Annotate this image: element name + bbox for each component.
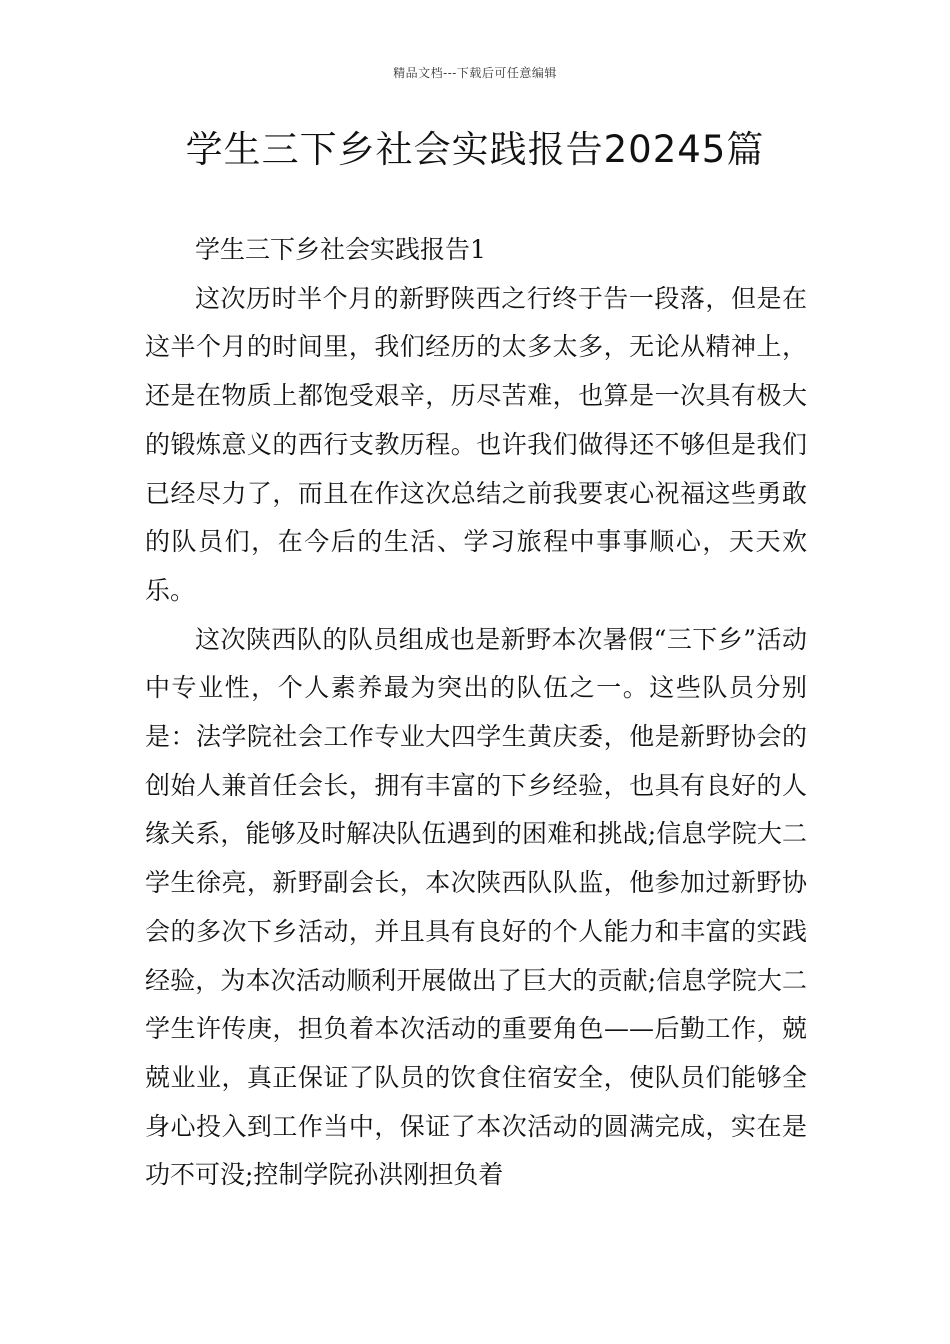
document-title: 学生三下乡社会实践报告20245篇	[185, 128, 765, 171]
section-heading: 学生三下乡社会实践报告1	[195, 235, 486, 264]
document-body	[145, 226, 807, 1200]
paragraph: 这次历时半个月的新野陕西之行终于告一段落，但是在这半个月的时间里，我们经历的太多太多，无论从精神上，还是在物质上都饱受艰辛，历尽苦难，也算是一次具有极大的锻炼意义的西行支教历程。也许我们做得还不够但是我们已经尽力了，而且在作这次总结之前我要衷心祝福这些勇敢的队员们，在今后的生活、学习旅程中事事顺心，天天欢乐。	[145, 283, 807, 605]
paragraph: 这次陕西队的队员组成也是新野本次暑假“三下乡”活动中专业性，个人素养最为突出的队伍之一。这些队员分别是：法学院社会工作专业大四学生黄庆委，他是新野协会的创始人兼首任会长，拥有丰富的下乡经验，也具有良好的人缘关系，能够及时解决队伍遇到的困难和挑战;信息学院大二学生徐亮，新野副会长，本次陕西队队监，他参加过新野协会的多次下乡活动，并且具有良好的个人能力和丰富的实践经验，为本次活动顺利开展做出了巨大的贡献;信息学院大二学生许传庚，担负着本次活动的重要角色——后勤工作，兢兢业业，真正保证了队员的饮食住宿安全，使队员们能够全身心投入到工作当中，保证了本次活动的圆满完成，实在是功不可没;控制学院孙洪刚担负着	[145, 624, 807, 1190]
page-header: 精品文档---下载后可任意编辑	[393, 66, 557, 80]
